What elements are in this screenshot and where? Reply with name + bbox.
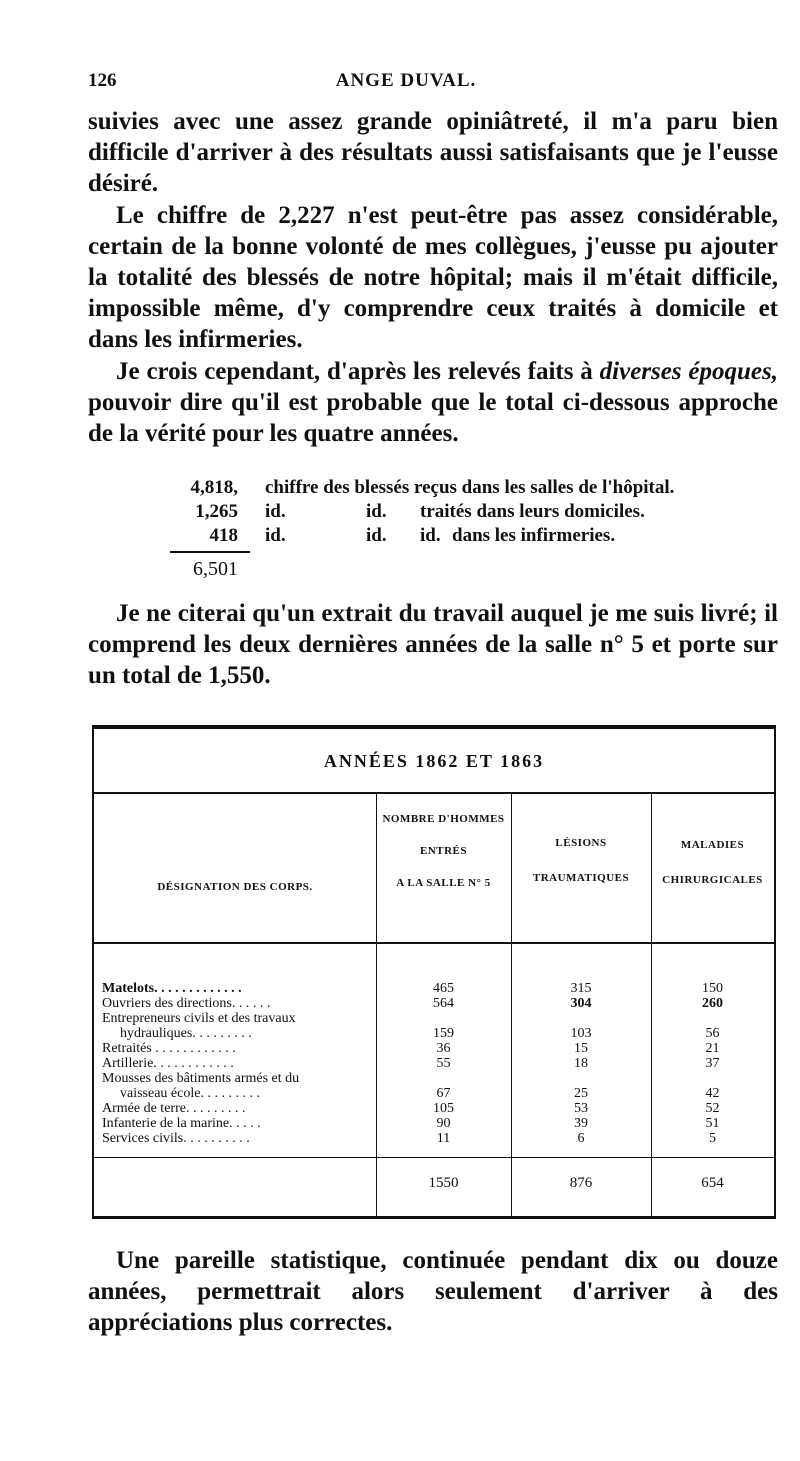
cell-maladies: 260 [702, 996, 723, 1011]
cell-lesions: 53 [574, 1101, 588, 1116]
running-title: ANGE DUVAL. [335, 70, 477, 91]
header-maladies-line-1: MALADIES [680, 839, 745, 851]
cell-lesions: 315 [570, 981, 592, 996]
totals-sum: 6,501 [193, 558, 238, 580]
totals-row [170, 524, 770, 548]
totals-id: id. [366, 525, 387, 546]
header-maladies-line-2: CHIRURGICALES [662, 874, 763, 886]
paragraph-3-start: Je crois cependant, d'après les relevés faits à [116, 358, 600, 385]
totals-id: id. [420, 525, 441, 546]
header-designation: DÉSIGNATION DES CORPS. [157, 881, 313, 893]
running-header [88, 70, 724, 96]
cell-maladies: 21 [705, 1041, 720, 1056]
row-label: Infanterie de la marine. . . . . [102, 1116, 261, 1131]
cell-hommes: 55 [436, 1056, 451, 1071]
cell-lesions: 39 [574, 1116, 588, 1131]
totals-id: id. [366, 501, 387, 522]
total-maladies: 654 [701, 1175, 724, 1191]
paragraph-3 [88, 356, 778, 449]
totals-row [170, 500, 770, 524]
totals-id: id. [265, 525, 286, 546]
cell-maladies: 150 [702, 981, 723, 996]
totals-number: 4,818, [190, 477, 238, 498]
row-label: vaisseau école. . . . . . . . . [120, 1086, 260, 1101]
cell-hommes: 36 [436, 1041, 451, 1056]
row-label: Retraités . . . . . . . . . . . . [102, 1041, 236, 1056]
row-label: Entrepreneurs civils et des travaux [102, 1011, 296, 1026]
cell-hommes: 159 [433, 1026, 454, 1041]
totals-summary [170, 476, 770, 580]
totals-id: id. [265, 501, 286, 522]
header-hommes-line-1: NOMBRE D'HOMMES [382, 813, 505, 825]
cell-maladies: 52 [705, 1101, 720, 1116]
title-divider [94, 792, 774, 794]
sum-divider [170, 551, 250, 553]
row-label: Ouvriers des directions. . . . . . [102, 996, 271, 1011]
cell-maladies: 37 [705, 1056, 720, 1071]
header-hommes-line-2: ENTRÉS [419, 845, 468, 857]
row-label: Services civils. . . . . . . . . . [102, 1131, 250, 1146]
header-lesions-line-2: TRAUMATIQUES [532, 872, 630, 884]
cell-lesions: 103 [570, 1026, 592, 1041]
row-label: hydrauliques. . . . . . . . . [120, 1026, 252, 1041]
row-label: Mousses des bâtiments armés et du [102, 1071, 300, 1086]
paragraph-2: Le chiffre de 2,227 n'est peut-être pas assez considérable, certain de la bonne volonté de mes collègues, j'eusse pu ajouter la totalité des blessés de notre hôpital; mais il m'était difficile, impossible même, d'y comprendre ceux traités à domicile et dans les infirmeries. [88, 202, 778, 353]
total-lesions: 876 [569, 1175, 593, 1191]
page-number: 126 [88, 70, 117, 91]
totals-description: dans les infirmeries. [452, 525, 616, 546]
table-title: ANNÉES 1862 ET 1863 [323, 751, 545, 771]
cell-hommes: 105 [433, 1101, 454, 1116]
row-label: Artillerie. . . . . . . . . . . . [102, 1056, 234, 1071]
cell-lesions: 6 [577, 1131, 585, 1146]
cell-maladies: 56 [705, 1026, 720, 1041]
paragraph-4: Je ne citerai qu'un extrait du travail auquel je me suis livré; il comprend les deux dernières années de la salle n° 5 et porte sur un total de 1,550. [88, 600, 778, 689]
row-label: Matelots. . . . . . . . . . . . . [102, 981, 242, 996]
header-divider [94, 942, 774, 944]
statistics-table [92, 725, 776, 1219]
totals-divider [94, 1157, 774, 1158]
totals-number: 1,265 [195, 501, 238, 522]
totals-row [170, 476, 770, 500]
paragraph-5: Une pareille statistique, continuée pendant dix ou douze années, permettrait alors seulement d'arriver à des appréciations plus correctes. [88, 1247, 778, 1336]
totals-description: traités dans leurs domiciles. [420, 501, 645, 522]
header-lesions-line-1: LÉSIONS [555, 837, 607, 849]
cell-hommes: 465 [433, 981, 454, 996]
cell-maladies: 51 [705, 1116, 720, 1131]
header-hommes-line-3: A LA SALLE N° 5 [396, 877, 491, 889]
paragraph-3-emphasis: diverses époques, [599, 358, 779, 385]
cell-maladies: 42 [705, 1086, 720, 1101]
row-label: Armée de terre. . . . . . . . . [102, 1101, 246, 1116]
cell-lesions: 25 [574, 1086, 588, 1101]
cell-lesions: 15 [574, 1041, 588, 1056]
cell-hommes: 67 [436, 1086, 451, 1101]
cell-hommes: 564 [433, 996, 454, 1011]
cell-lesions: 18 [574, 1056, 588, 1071]
total-hommes: 1550 [428, 1175, 459, 1191]
totals-number: 418 [209, 525, 238, 546]
totals-description: chiffre des blessés reçus dans les salles de l'hôpital. [265, 477, 675, 498]
cell-lesions: 304 [570, 996, 592, 1011]
cell-hommes: 90 [436, 1116, 451, 1131]
cell-maladies: 5 [709, 1131, 716, 1146]
paragraph-3-end: pouvoir dire qu'il est probable que le total ci-dessous approche de la vérité pour les quatre années. [88, 389, 778, 447]
paragraph-1: suivies avec une assez grande opiniâtreté, il m'a paru bien difficile d'arriver à des résultats aussi satisfaisants que je l'eusse désiré. [88, 108, 778, 197]
cell-hommes: 11 [436, 1131, 451, 1146]
